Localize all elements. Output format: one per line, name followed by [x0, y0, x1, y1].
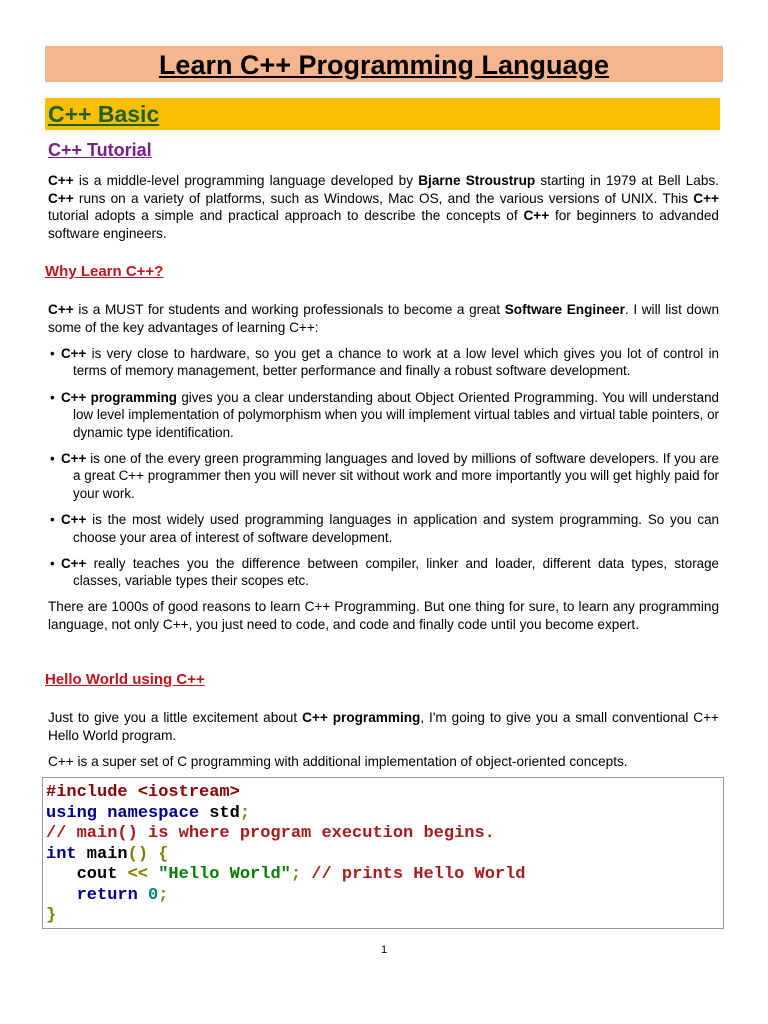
code-token: 0	[137, 885, 159, 905]
code-token: // main() is where program execution begins.	[46, 824, 495, 843]
bold-text: C++	[48, 173, 74, 188]
code-token: ;	[239, 803, 251, 823]
code-token: int	[46, 844, 77, 864]
bold-text: C++	[48, 190, 74, 206]
text: , I'm going to give you a small conventional C++ Hello World program.	[48, 710, 719, 743]
bullet-icon: •	[50, 346, 55, 361]
code-token: #include <iostream>	[46, 783, 240, 802]
text: runs on a variety of platforms, such as Windows, Mac OS, and the various versions of UNIX. This	[73, 190, 694, 206]
list-item	[48, 345, 719, 380]
bullet-icon: •	[50, 556, 55, 572]
code-token: std	[199, 803, 240, 823]
tutorial-paragraph	[48, 172, 719, 242]
tutorial-heading: C++ Tutorial	[48, 140, 152, 160]
text: really teaches you the difference between compiler, linker and loader, different data types, storage classes, variable types their scopes etc.	[73, 556, 719, 589]
bold-text: C++	[61, 451, 87, 467]
section-title: C++ Basic	[48, 101, 160, 127]
hello-world-heading: Hello World using C++	[45, 671, 205, 688]
code-line	[46, 783, 723, 804]
why-intro-paragraph	[48, 301, 719, 336]
code-token: ;	[158, 885, 169, 905]
text: is the most widely used programming languages in application and system programming. So you can choose your area of interest of software development.	[73, 512, 719, 545]
code-token: main	[76, 844, 128, 864]
bold-text: C++	[48, 302, 74, 317]
list-item	[48, 450, 719, 502]
bold-text: C++	[523, 208, 550, 224]
code-indent	[46, 886, 77, 905]
code-line	[46, 845, 723, 866]
bullet-icon: •	[50, 389, 55, 405]
text: is one of the every green programming languages and loved by millions of software developers. If you are a great C++ programmer then you will never sit without work and more importantly you will get highly paid for your work.	[73, 451, 719, 501]
bold-text: C++ programming	[302, 710, 421, 725]
code-line	[46, 886, 723, 907]
code-token: ;	[290, 865, 302, 884]
bold-text: Bjarne Stroustrup	[418, 173, 536, 188]
text: Just to give you a little excitement about	[48, 710, 303, 725]
section-band	[45, 98, 720, 130]
bold-text: Software Engineer	[504, 302, 625, 317]
text: is a MUST for students and working professionals to become a great	[73, 302, 505, 317]
code-token: <<	[117, 865, 149, 884]
why-learn-heading: Why Learn C++?	[45, 263, 164, 280]
page-number: 1	[380, 944, 388, 956]
bold-text: C++	[693, 190, 719, 206]
list-item	[48, 555, 719, 590]
code-block	[42, 777, 724, 929]
code-token: cout	[76, 865, 118, 884]
code-token: using namespace	[46, 803, 200, 823]
text: is very close to hardware, so you get a chance to work at a low level which gives you lot of control in terms of memory management, better performance and finally a robust software development.	[73, 346, 719, 379]
bullet-icon: •	[50, 451, 55, 467]
code-token: return	[76, 885, 138, 905]
title-band	[45, 46, 723, 82]
code-token: }	[46, 906, 57, 925]
hello-intro-paragraph	[48, 709, 719, 744]
advantages-list	[48, 345, 719, 599]
page-title: Learn C++ Programming Language	[158, 50, 610, 80]
code-indent	[46, 865, 77, 884]
bold-text: C++	[61, 556, 87, 572]
bullet-icon: •	[50, 512, 55, 528]
text: tutorial adopts a simple and practical approach to describe the concepts of	[48, 208, 524, 224]
text: for beginners to advanded software engineers.	[48, 208, 719, 241]
code-line	[46, 804, 723, 825]
bold-text: C++	[61, 346, 87, 361]
text: gives you a clear understanding about Object Oriented Programming. You will understand low level implementation of polymorphism when you will implement virtual tables and virtual table pointers, or dynamic type identification.	[73, 389, 719, 440]
code-token: // prints Hello World	[301, 865, 526, 884]
closing-paragraph: There are 1000s of good reasons to learn C++ Programming. But one thing for sure, to learn any programming language, not only C++, you just need to code, and code and finally code until you become expert.	[48, 599, 719, 632]
text: . I will list down some of the key advantages of learning C++:	[48, 302, 719, 335]
list-item	[48, 511, 719, 546]
superset-paragraph: C++ is a super set of C programming with additional implementation of object-oriented concepts.	[48, 754, 628, 769]
text: starting in 1979 at Bell Labs.	[535, 173, 719, 188]
list-item	[48, 389, 719, 441]
bold-text: C++ programming	[61, 389, 177, 405]
code-line	[46, 865, 723, 886]
text: is a middle-level programming language developed by	[73, 173, 419, 188]
code-token: "Hello World"	[148, 865, 291, 884]
code-token: () {	[127, 844, 169, 864]
bold-text: C++	[61, 512, 87, 528]
code-line	[46, 824, 723, 845]
code-line	[46, 906, 723, 927]
